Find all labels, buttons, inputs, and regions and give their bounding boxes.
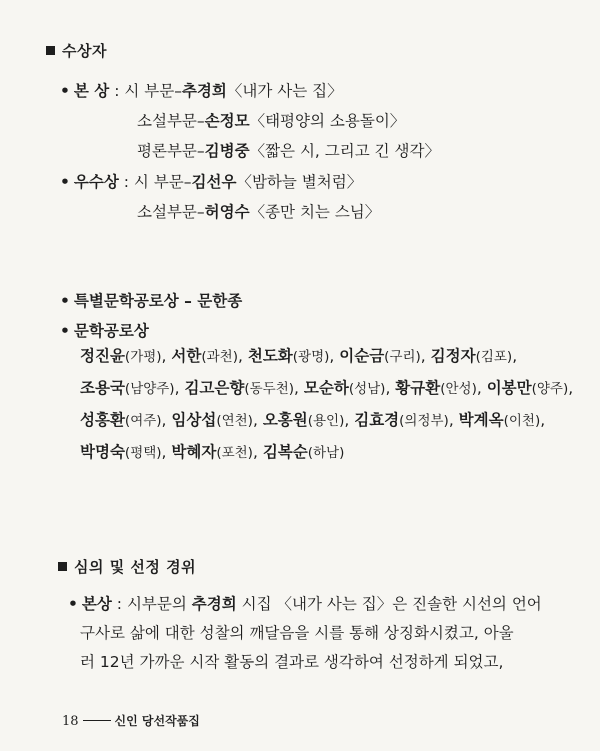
bonsang-row-2: 소설부문–손정모〈태평양의 소용돌이〉 [137, 112, 406, 130]
merit-award-heading: • 문학공로상 [60, 322, 149, 340]
review-paragraph [68, 590, 542, 677]
bonsang-row-1: • 본 상 : 시 부문–추경희〈내가 사는 집〉 [60, 82, 343, 100]
merit-winners-list [80, 341, 573, 469]
usu-label: 우수상 [73, 173, 119, 191]
bullet-icon: • [60, 82, 70, 100]
bullet-icon: • [60, 173, 70, 191]
book-title: 신인 당선작품집 [114, 714, 200, 728]
section-heading-winners: 수상자 [46, 40, 107, 61]
page-footer [62, 712, 200, 729]
bullet-icon: • [68, 595, 78, 613]
bonsang-label: 본 상 [73, 82, 110, 100]
footer-rule [83, 720, 111, 721]
square-bullet-icon [58, 562, 67, 571]
merit-line-2: 조용국(남양주), 김고은향(동두천), 모순하(성남), 황규환(안성), 이봉만(양주), [80, 379, 574, 397]
square-bullet-icon [46, 46, 55, 55]
review-line-1: • 본상 : 시부문의 추경희 시집 〈내가 사는 집〉은 진솔한 시선의 언어 [68, 595, 542, 613]
special-award: • 특별문학공로상 – 문한종 [60, 292, 243, 310]
usu-row-1: • 우수상 : 시 부문–김선우〈밤하늘 별처럼〉 [60, 173, 363, 191]
merit-line-3: 성홍환(여주), 임상섭(연천), 오홍원(용인), 김효경(의정부), 박계옥(이천), [80, 411, 546, 429]
review-line-3: 러 12년 가까운 시작 활동의 결과로 생각하여 선정하게 되었고, [80, 653, 504, 671]
review-line-2: 구사로 삶에 대한 성찰의 깨달음을 시를 통해 상징화시켰고, 아울 [80, 624, 514, 642]
bullet-icon: • [60, 322, 70, 340]
bullet-icon: • [60, 292, 70, 310]
page-number: 18 [62, 714, 79, 729]
section-heading-review: 심의 및 선정 경위 [58, 556, 196, 577]
merit-line-1: 정진윤(가평), 서한(과천), 천도화(광명), 이순금(구리), 김정자(김포), [80, 347, 518, 365]
merit-line-4: 박명숙(평택), 박혜자(포천), 김복순(하남) [80, 443, 345, 461]
bonsang-row-3: 평론부문–김병중〈짧은 시, 그리고 긴 생각〉 [137, 142, 440, 160]
usu-row-2: 소설부문–허영수〈종만 치는 스님〉 [137, 203, 381, 221]
